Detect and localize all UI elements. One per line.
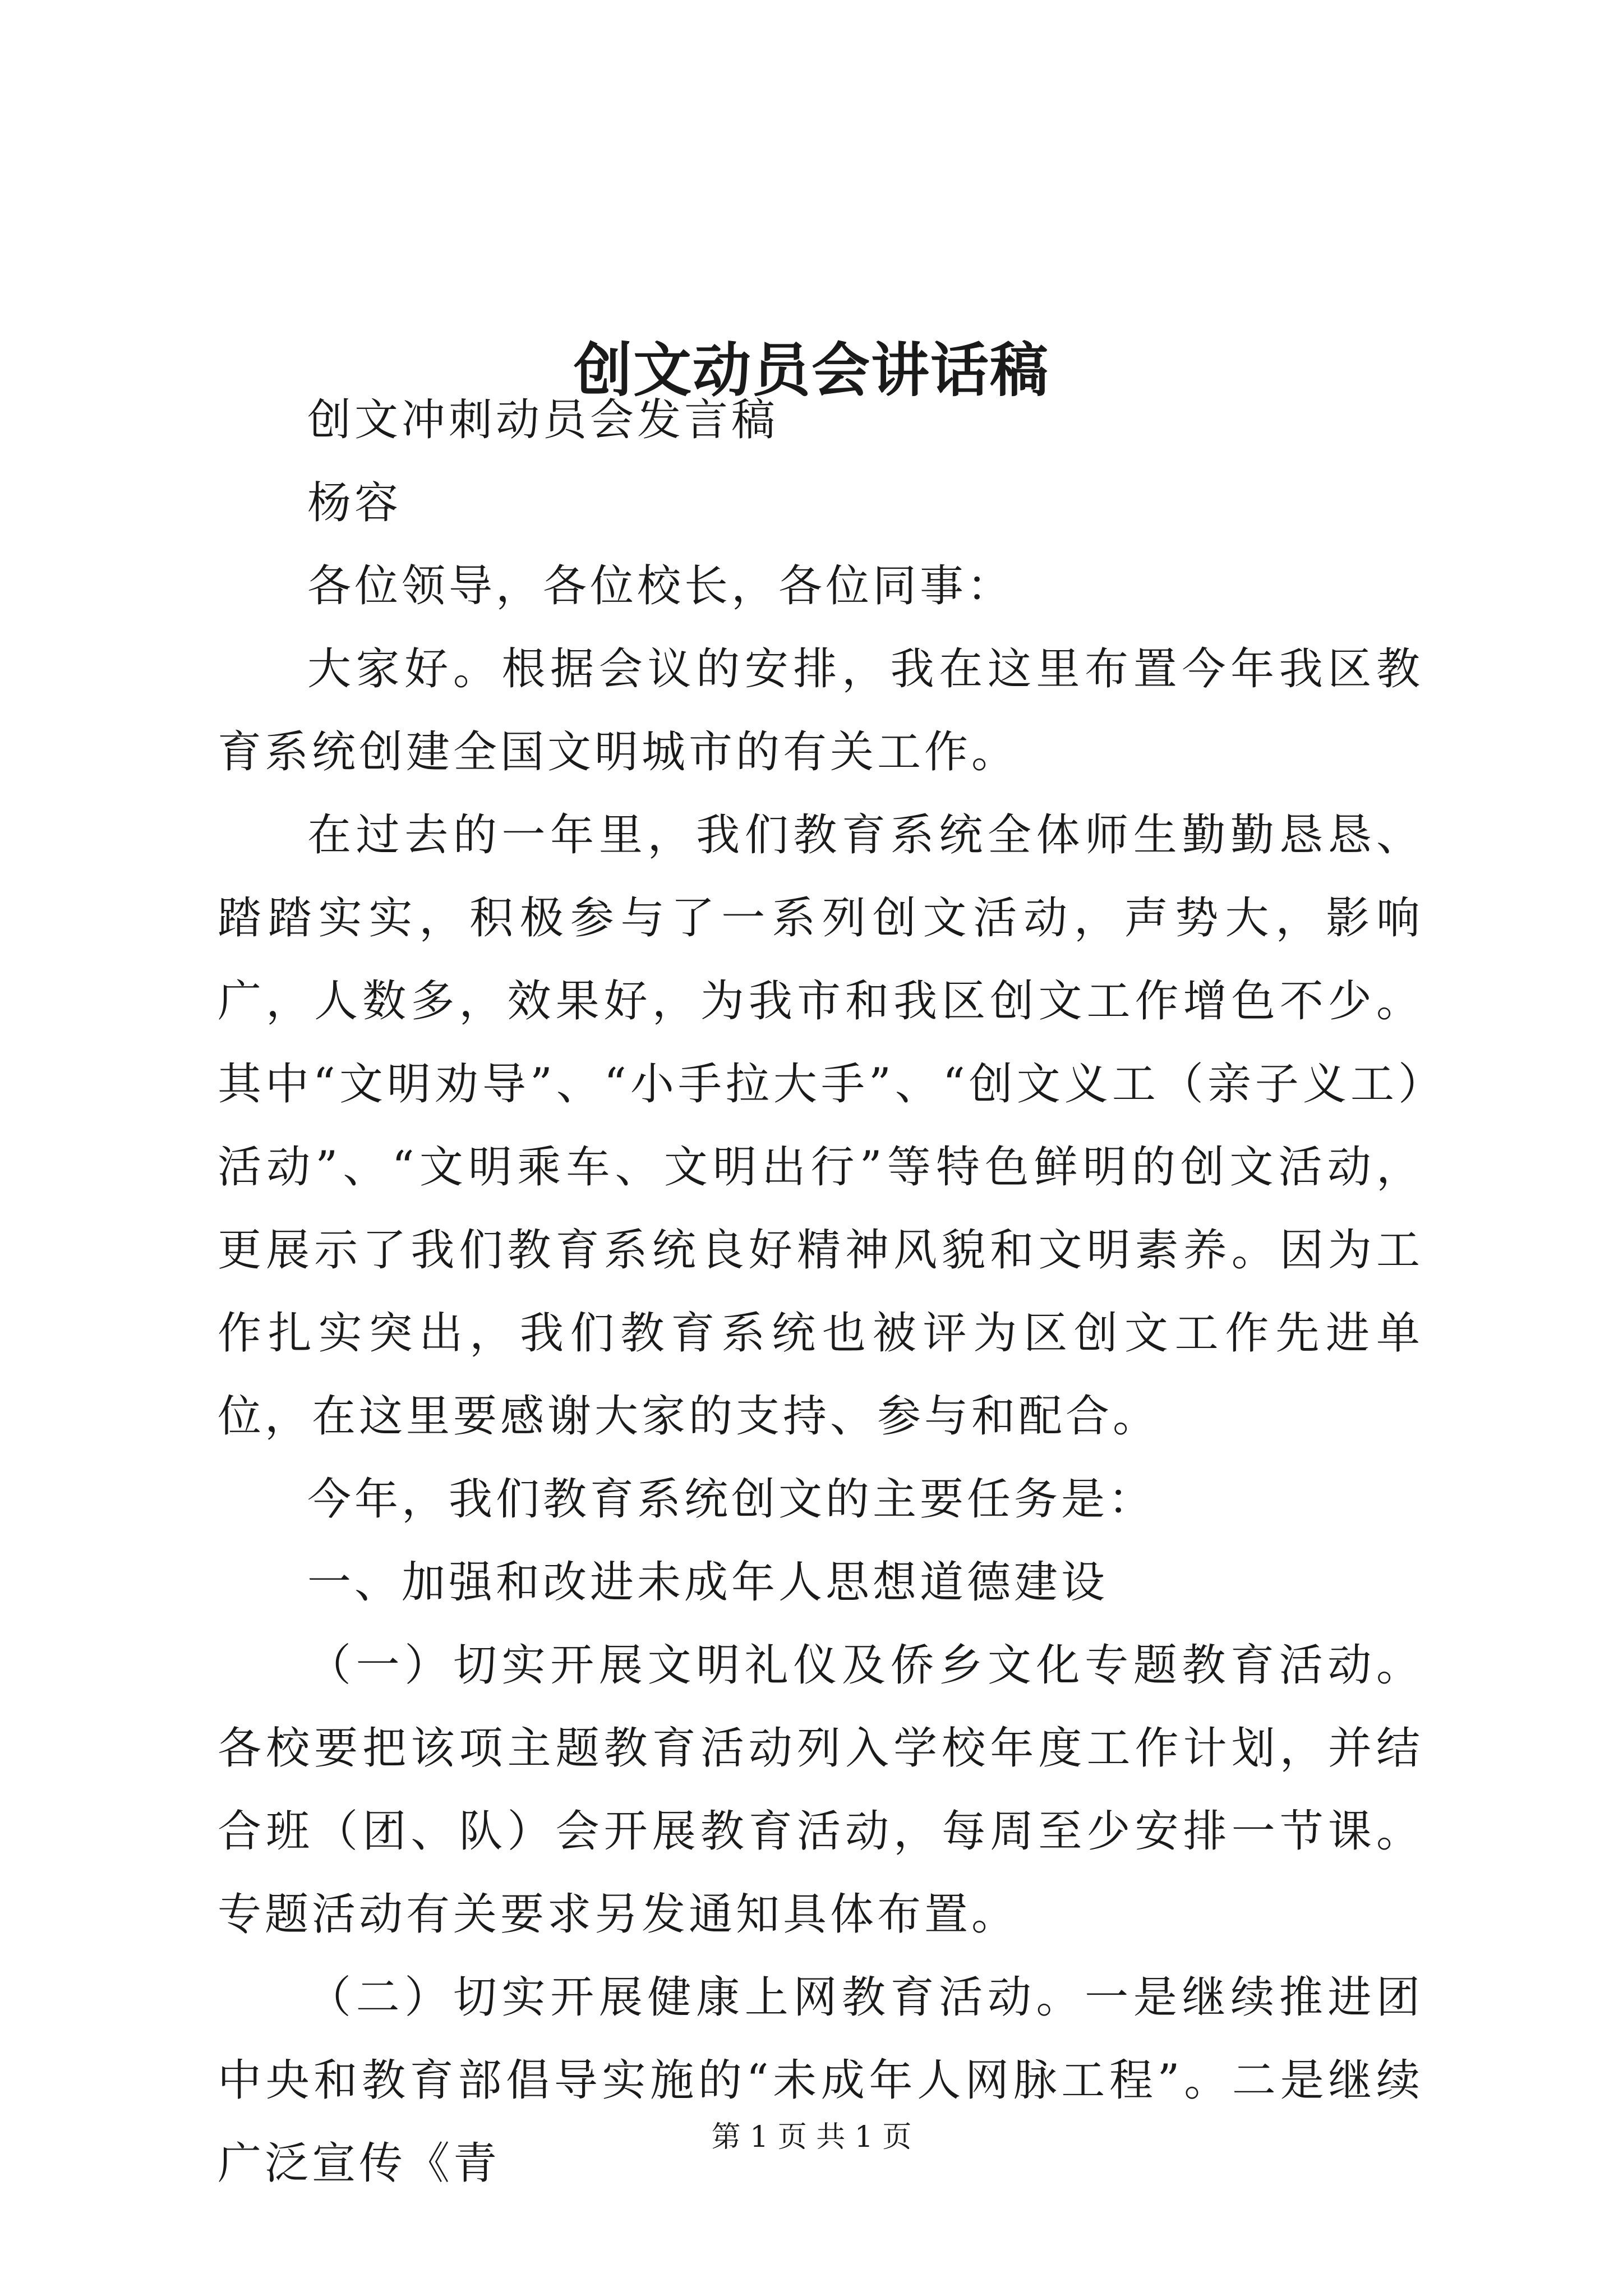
page-footer: 第 1 页 共 1 页 — [711, 2120, 912, 2154]
body-paragraph: （二）切实开展健康上网教育活动。一是继续推进团中央和教育部倡导实施的“未成年人网脉工程”。二是继续广泛宣传《青 — [218, 1972, 1423, 2189]
body-paragraph: 大家好。根据会议的安排，我在这里布置今年我区教育系统创建全国文明城市的有关工作。 — [218, 644, 1423, 777]
section-heading: 一、加强和改进未成年人思想道德建设 — [307, 1557, 1109, 1608]
body-paragraph: 在过去的一年里，我们教育系统全体师生勤勤恳恳、踏踏实实，积极参与了一系列创文活动，声势大，影响广，人数多，效果好，为我市和我区创文工作增色不少。其中“文明劝导”、“小手拉大手”、“创文义工（亲子义工）活动”、“文明乘车、文明出行”等特色鲜明的创文活动，更展示了我们教育系统良好精神风貌和文明素养。因为工作扎实突出，我们教育系统也被评为区创文工作先进单位，在这里要感谢大家的支持、参与和配合。 — [218, 810, 1423, 1442]
document-title: 创文动员会讲话稿 — [573, 335, 1049, 404]
body-paragraph: （一）切实开展文明礼仪及侨乡文化专题教育活动。各校要把该项主题教育活动列入学校年度工作计划，并结合班（团、队）会开展教育活动，每周至少安排一节课。专题活动有关要求另发通知具体布置。 — [218, 1640, 1423, 1940]
author-paragraph: 杨容 — [307, 478, 402, 528]
salutation-paragraph: 各位领导，各位校长，各位同事： — [307, 561, 1015, 611]
subtitle-paragraph: 创文冲刺动员会发言稿 — [307, 395, 779, 445]
document-body — [218, 379, 1423, 2205]
body-paragraph: 今年，我们教育系统创文的主要任务是： — [307, 1474, 1156, 1525]
